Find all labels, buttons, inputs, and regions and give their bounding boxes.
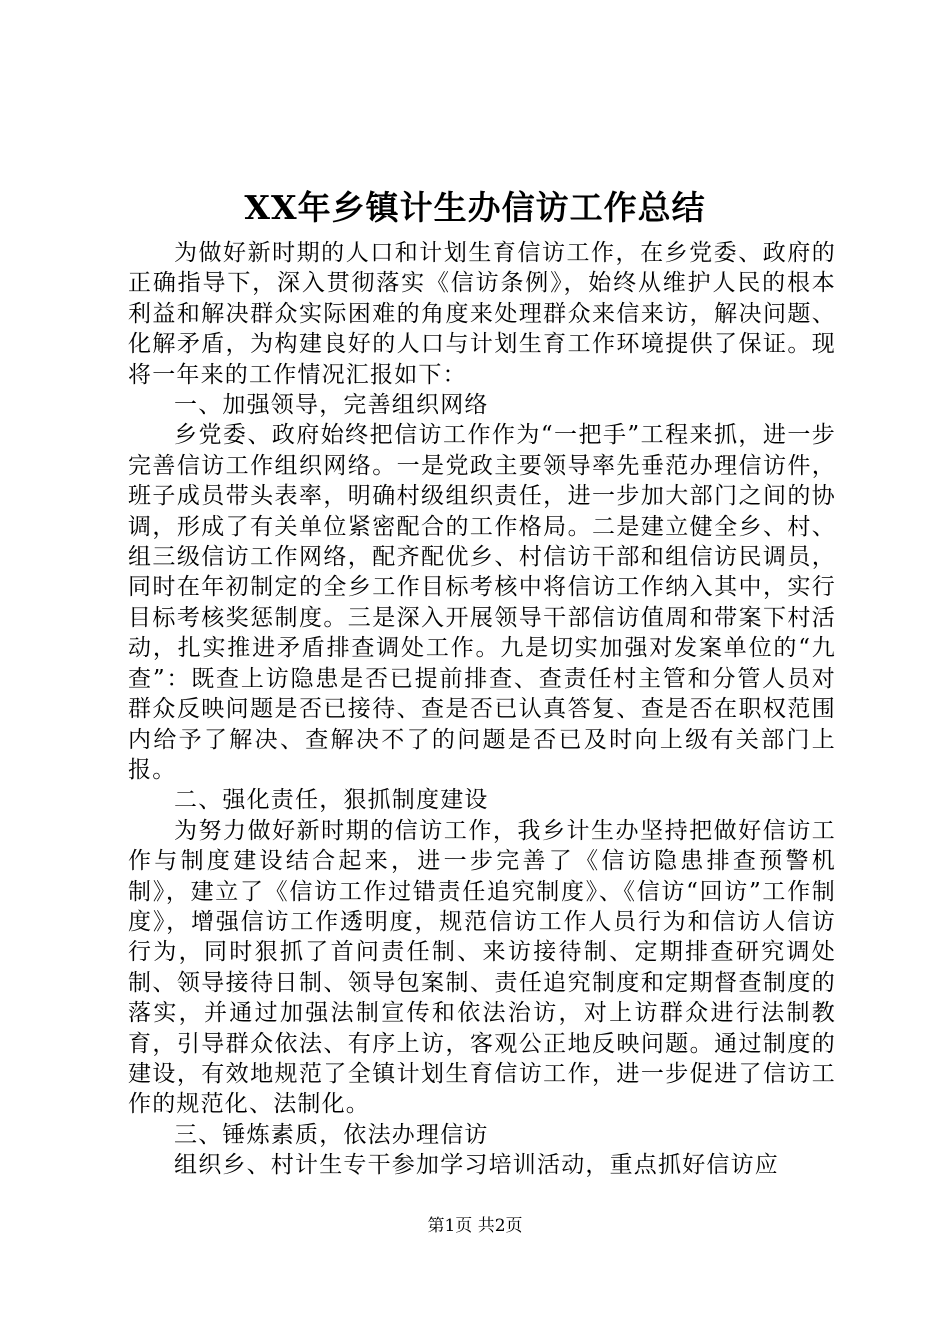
section-paragraph-2: 为努力做好新时期的信访工作，我乡计生办坚持把做好信访工作与制度建设结合起来，进一步完善了《信访隐患排查预警机制》，建立了《信访工作过错责任追究制度》、《信访“回访”工作制度》，增强信访工作透明度，规范信访工作人员行为和信访人信访行为，同时狠抓了首问责任制、来访接待制、定期排查研究调处制、领导接待日制、领导包案制、责任追究制度和定期督查制度的落实，并通过加强法制宣传和依法治访，对上访群众进行法制教育，引导群众依法、有序上访，客观公正地反映问题。通过制度的建设，有效地规范了全镇计划生育信访工作，进一步促进了信访工作的规范化、法制化。	[128, 817, 836, 1118]
document-body	[128, 238, 836, 1181]
intro-paragraph: 为做好新时期的人口和计划生育信访工作，在乡党委、政府的正确指导下，深入贯彻落实《信访条例》，始终从维护人民的根本利益和解决群众实际困难的角度来处理群众来信来访，解决问题、化解矛盾，为构建良好的人口与计划生育工作环境提供了保证。现将一年来的工作情况汇报如下：	[128, 240, 836, 388]
section-heading-1: 一、加强领导，完善组织网络	[174, 392, 489, 419]
section-heading-3: 三、锤炼素质，依法办理信访	[174, 1121, 489, 1148]
page-number-footer: 第1页 共2页	[427, 1216, 523, 1236]
section-paragraph-3: 组织乡、村计生专干参加学习培训活动，重点抓好信访应	[174, 1152, 779, 1179]
document-title: XX年乡镇计生办信访工作总结	[244, 188, 706, 227]
section-heading-2: 二、强化责任，狠抓制度建设	[174, 787, 489, 814]
section-paragraph-1: 乡党委、政府始终把信访工作作为“一把手”工程来抓，进一步完善信访工作组织网络。一是党政主要领导率先垂范办理信访件，班子成员带头表率，明确村级组织责任，进一步加大部门之间的协调，形成了有关单位紧密配合的工作格局。二是建立健全乡、村、组三级信访工作网络，配齐配优乡、村信访干部和组信访民调员，同时在年初制定的全乡工作目标考核中将信访工作纳入其中，实行目标考核奖惩制度。三是深入开展领导干部信访值周和带案下村活动，扎实推进矛盾排查调处工作。九是切实加强对发案单位的“九查”：既查上访隐患是否已提前排查、查责任村主管和分管人员对群众反映问题是否已接待、查是否已认真答复、查是否在职权范围内给予了解决、查解决不了的问题是否已及时向上级有关部门上报。	[128, 422, 836, 783]
